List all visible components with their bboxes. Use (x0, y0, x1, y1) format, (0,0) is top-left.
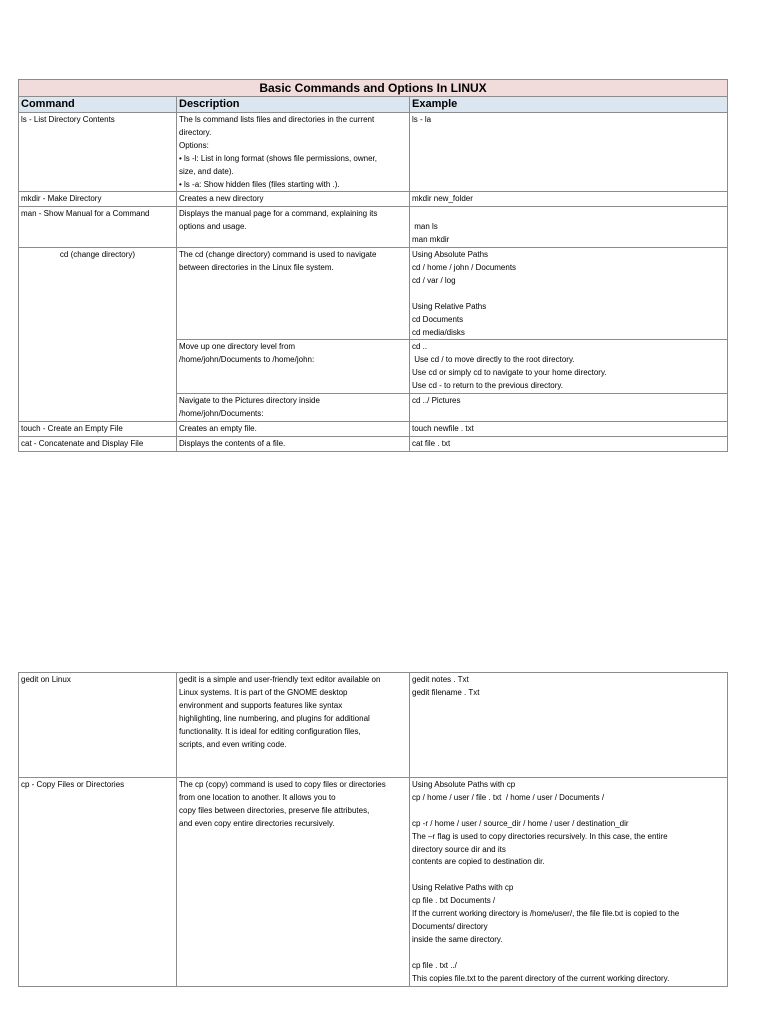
description-line: gedit is a simple and user-friendly text editor available on (179, 675, 381, 684)
description-line: options and usage. (179, 222, 247, 232)
description-cell (177, 673, 410, 778)
description-cell (177, 394, 410, 422)
table-row (19, 192, 728, 207)
commands-table (18, 79, 728, 452)
example-cell (410, 207, 728, 248)
example-cell (410, 248, 728, 340)
description-cell (177, 113, 410, 192)
example-line: man ls (412, 222, 438, 232)
example-line: directory source dir and its (412, 844, 506, 854)
example-line: Documents/ directory (412, 921, 488, 931)
example-line (412, 947, 725, 960)
example-line (412, 869, 725, 882)
example-line: cd media/disks (412, 327, 465, 337)
example-line: mkdir new_folder (412, 194, 473, 204)
example-line: Using Absolute Paths (412, 250, 489, 260)
command-cell: man - Show Manual for a Command (19, 207, 177, 248)
example-line: ls - la (412, 115, 432, 124)
description-line: Displays the manual page for a command, explaining its (179, 209, 378, 219)
example-line: contents are copied to destination dir. (412, 857, 545, 867)
description-line: highlighting, line numbering, and plugins for additional (179, 713, 370, 723)
description-line: functionality. It is ideal for editing configuration files, (179, 726, 361, 736)
command-cell: cp - Copy Files or Directories (19, 778, 177, 987)
description-line: Creates a new directory (179, 194, 264, 204)
description-line: The ls command lists files and directories in the current (179, 115, 375, 124)
table-row (19, 248, 728, 340)
command-cell: gedit on Linux (19, 673, 177, 778)
description-cell (177, 248, 410, 340)
description-cell (177, 436, 410, 451)
example-cell (410, 436, 728, 451)
command-cell: touch - Create an Empty File (19, 421, 177, 436)
example-line: cp -r / home / user / source_dir / home / user / destination_dir (412, 818, 629, 828)
description-line: Navigate to the Pictures directory inside (179, 396, 320, 406)
example-line: cd / var / log (412, 275, 456, 285)
example-cell (410, 673, 728, 778)
example-line: Use cd / to move directly to the root directory. (412, 355, 575, 365)
example-line: This copies file.txt to the parent directory of the current working directory. (412, 973, 670, 983)
example-line (412, 805, 725, 818)
description-line: scripts, and even writing code. (179, 739, 287, 749)
description-line: environment and supports features like syntax (179, 700, 343, 710)
description-line: Move up one directory level from (179, 342, 296, 352)
example-line: Using Relative Paths with cp (412, 883, 514, 893)
description-line: directory. (179, 127, 212, 137)
description-line: size, and date). (179, 166, 234, 176)
command-cell: mkdir - Make Directory (19, 192, 177, 207)
example-line: man mkdir (412, 235, 450, 245)
example-line: cat file . txt (412, 438, 451, 448)
example-line: cd .. (412, 342, 428, 352)
description-cell (177, 778, 410, 987)
description-line: Linux systems. It is part of the GNOME desktop (179, 687, 348, 697)
description-cell (177, 207, 410, 248)
example-line: cd ../ Pictures (412, 396, 461, 406)
header-description: Description (177, 97, 410, 113)
example-line (412, 288, 725, 301)
description-line: The cd (change directory) command is used to navigate (179, 250, 377, 260)
example-line: cp file . txt Documents / (412, 896, 496, 906)
description-line: Options: (179, 140, 209, 150)
table-row (19, 113, 728, 192)
example-line: touch newfile . txt (412, 423, 474, 433)
example-line: The –r flag is used to copy directories recursively. In this case, the entire (412, 831, 668, 841)
example-line: gedit notes . Txt (412, 675, 469, 684)
description-line: Creates an empty file. (179, 423, 257, 433)
example-cell (410, 778, 728, 987)
command-cell: cat - Concatenate and Display File (19, 436, 177, 451)
description-line: from one location to another. It allows you to (179, 792, 336, 802)
table-row (19, 673, 728, 778)
example-cell (410, 192, 728, 207)
description-line: The cp (copy) command is used to copy files or directories (179, 780, 386, 789)
table-title: Basic Commands and Options In LINUX (19, 80, 728, 97)
example-line: Use cd or simply cd to navigate to your home directory. (412, 368, 607, 378)
table-row (19, 778, 728, 987)
description-line: • ls -l: List in long format (shows file permissions, owner, (179, 153, 377, 163)
example-line: Using Relative Paths (412, 301, 487, 311)
example-line: Use cd - to return to the previous directory. (412, 381, 564, 391)
example-line: If the current working directory is /home/user/, the file file.txt is copied to the (412, 909, 680, 919)
description-cell (177, 192, 410, 207)
example-cell (410, 421, 728, 436)
example-line: cd Documents (412, 314, 464, 324)
description-cell (177, 421, 410, 436)
example-cell (410, 394, 728, 422)
example-line: inside the same directory. (412, 934, 503, 944)
example-line: cp file . txt ../ (412, 960, 457, 970)
command-cell: ls - List Directory Contents (19, 113, 177, 192)
table-row (19, 436, 728, 451)
header-example: Example (410, 97, 728, 113)
example-line (412, 208, 725, 221)
description-line: • ls -a: Show hidden files (files starting with .). (179, 179, 340, 189)
example-cell (410, 113, 728, 192)
table-row (19, 207, 728, 248)
example-line: cp / home / user / file . txt / home / user / Documents / (412, 792, 605, 802)
description-line: Displays the contents of a file. (179, 438, 286, 448)
description-cell (177, 340, 410, 394)
header-command: Command (19, 97, 177, 113)
example-line: Using Absolute Paths with cp (412, 780, 516, 789)
table-row (19, 421, 728, 436)
example-cell (410, 340, 728, 394)
commands-table-continued (18, 672, 728, 987)
description-line: copy files between directories, preserve file attributes, (179, 805, 370, 815)
description-line: and even copy entire directories recursively. (179, 818, 335, 828)
description-line: /home/john/Documents to /home/john: (179, 355, 315, 365)
command-cell: cd (change directory) (19, 248, 177, 422)
example-line: cd / home / john / Documents (412, 262, 517, 272)
description-line: /home/john/Documents: (179, 408, 264, 418)
example-line: gedit filename . Txt (412, 687, 480, 697)
description-line: between directories in the Linux file system. (179, 262, 334, 272)
